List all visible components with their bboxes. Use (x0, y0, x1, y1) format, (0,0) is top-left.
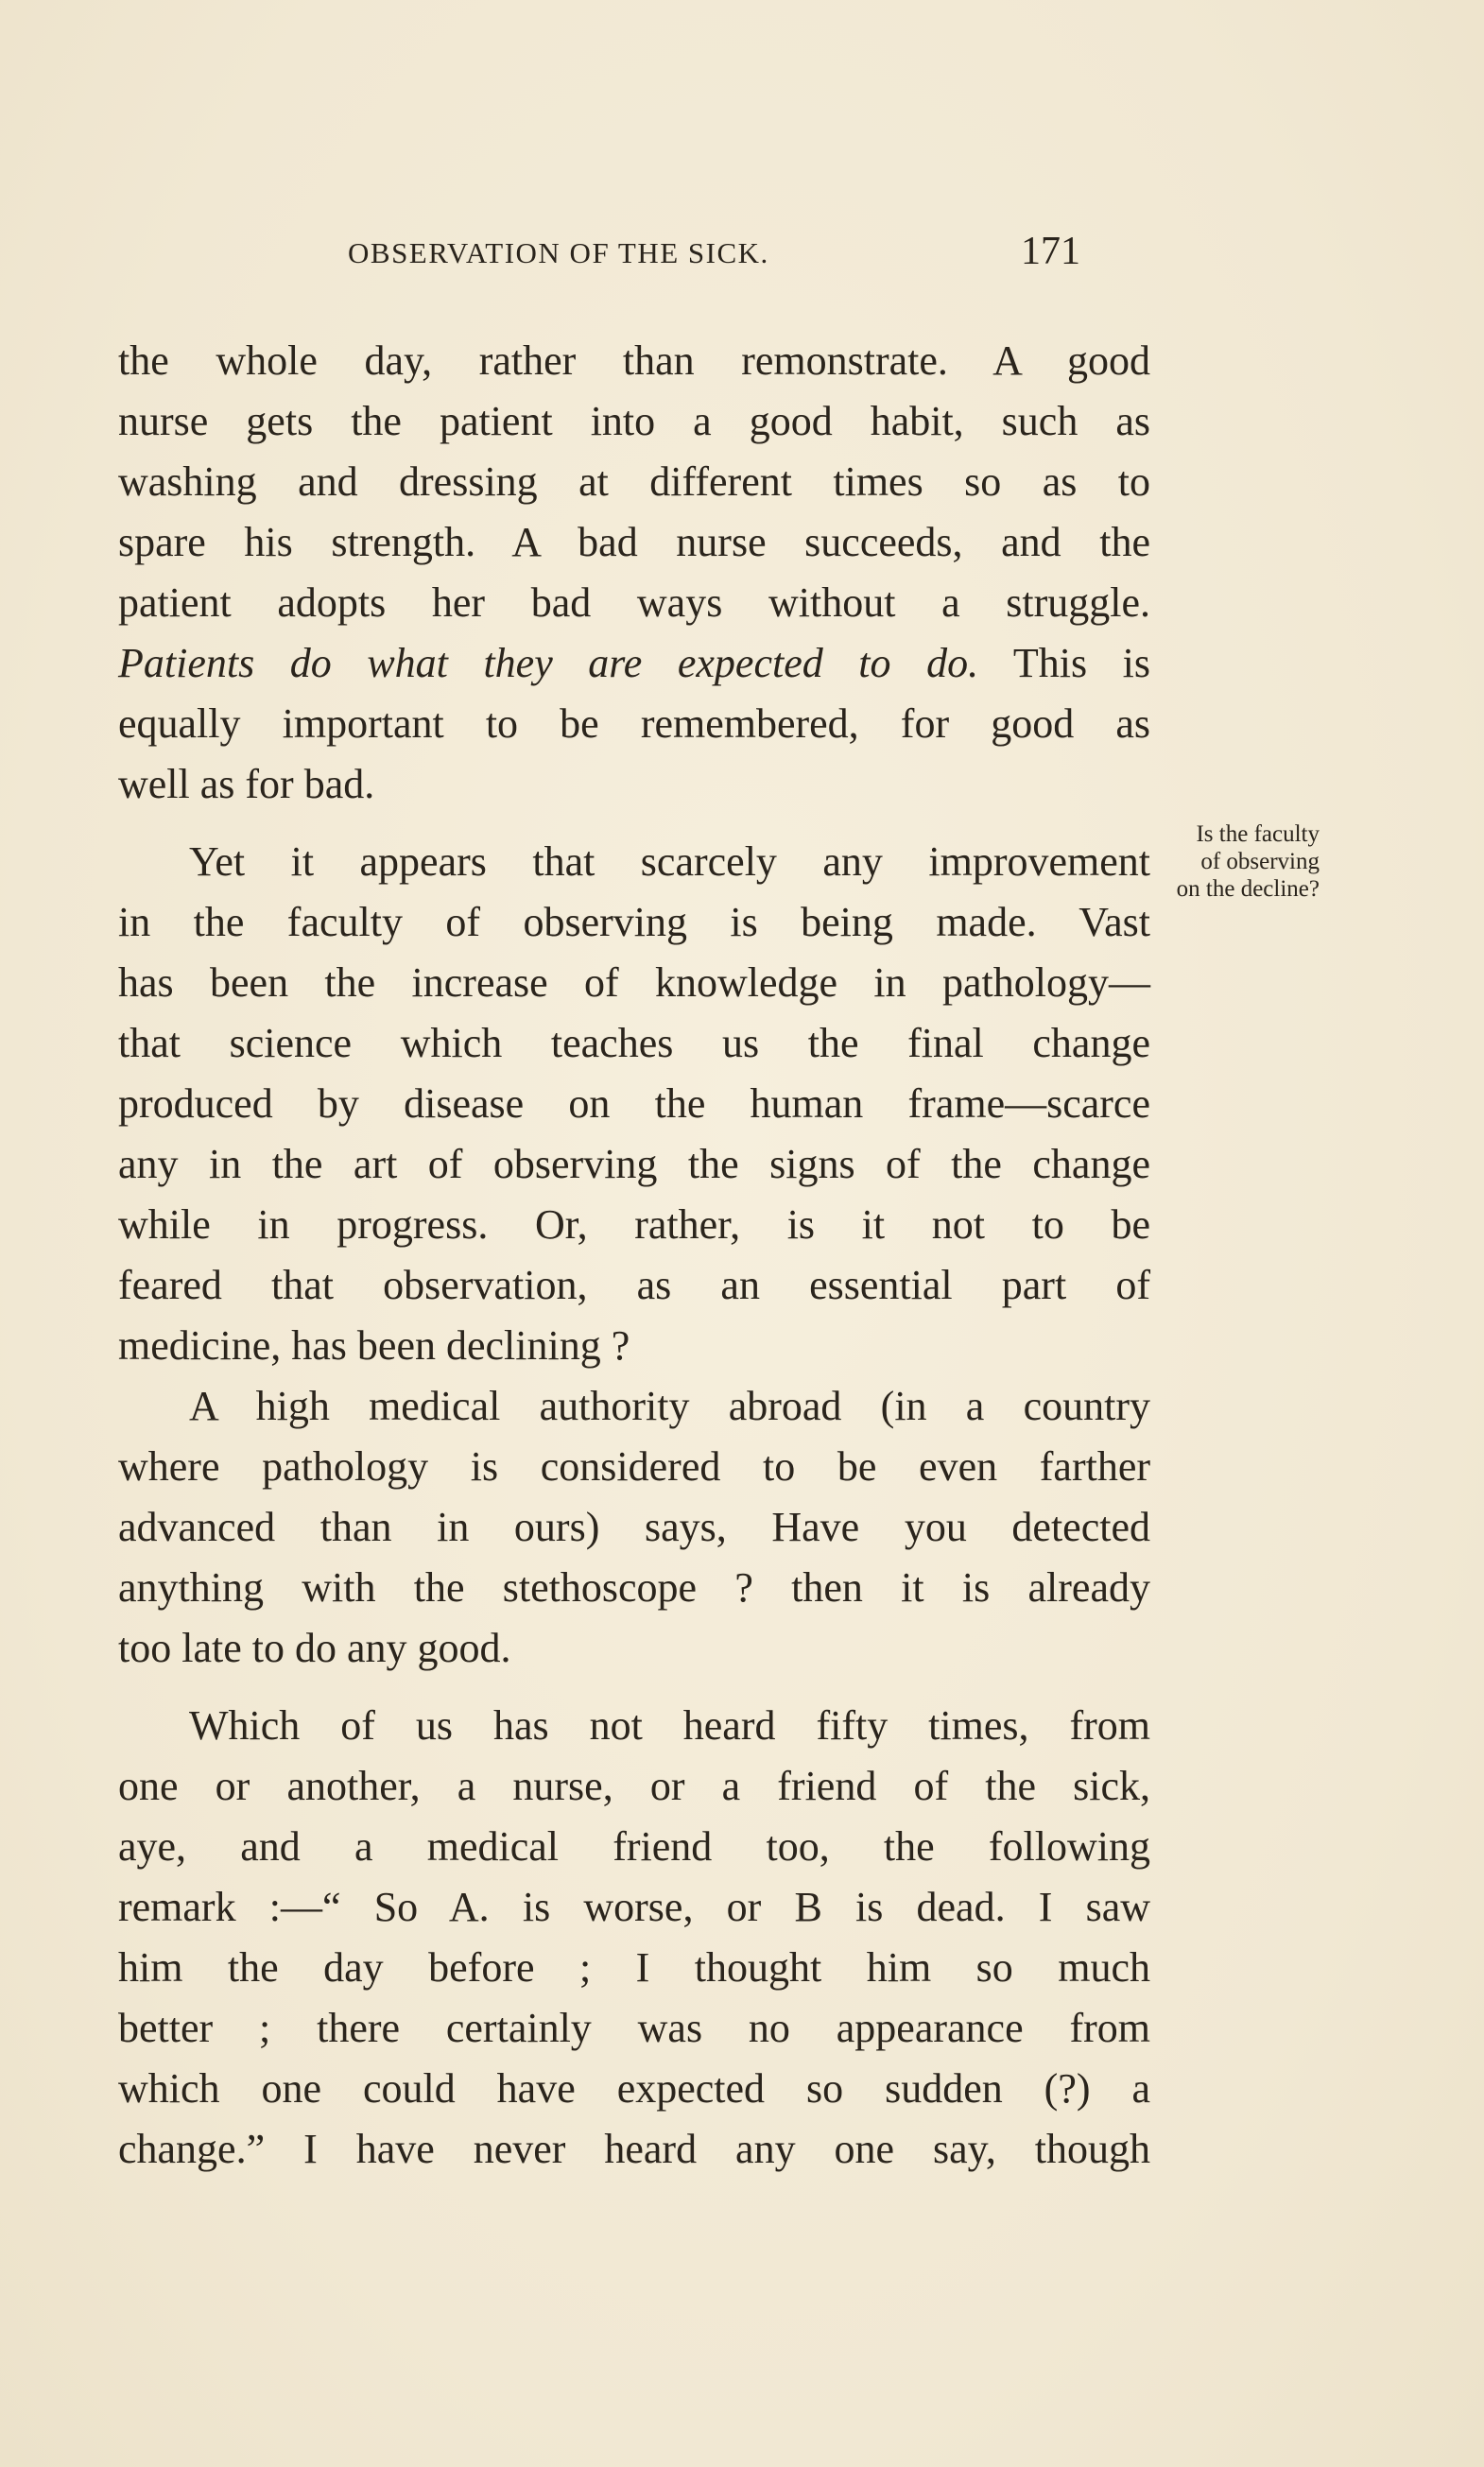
paragraph-2 (118, 832, 1150, 1376)
paragraph-3 (118, 1376, 1150, 1679)
text-line: anything with the stethoscope ? then it is already (118, 1564, 1150, 1611)
text-line: change.” I have never heard any one say, though (118, 2126, 1150, 2172)
marginal-note (1130, 820, 1320, 903)
text-line: in the faculty of observing is being made. Vast (118, 899, 1150, 945)
text-line: where pathology is considered to be even farther (118, 1443, 1150, 1490)
text-line: A high medical authority abroad (in a country (189, 1383, 1150, 1429)
text-line: him the day before ; I thought him so much (118, 1944, 1150, 1991)
text-line: equally important to be remembered, for good as (118, 700, 1150, 747)
text-line: while in progress. Or, rather, is it not to be (118, 1201, 1150, 1248)
text-line: Which of us has not heard fifty times, from (189, 1702, 1150, 1749)
text-line: the whole day, rather than remonstrate. A good (118, 337, 1150, 384)
body-text (118, 331, 1150, 2180)
marginal-note-line: on the decline? (1176, 876, 1320, 902)
marginal-note-line: Is the faculty (1196, 821, 1320, 847)
text-line: remark :—“ So A. is worse, or B is dead. I saw (118, 1884, 1150, 1930)
text-line: nurse gets the patient into a good habit, such as (118, 398, 1150, 444)
text-line: patient adopts her bad ways without a struggle. (118, 579, 1150, 626)
text-line: spare his strength. A bad nurse succeeds, and the (118, 519, 1150, 565)
text-line: produced by disease on the human frame—scarce (118, 1080, 1150, 1127)
text-line: Yet it appears that scarcely any improvement (189, 838, 1150, 885)
page-number: 171 (1021, 230, 1080, 273)
text-line: washing and dressing at different times so as to (118, 458, 1150, 505)
text-line: medicine, has been declining ? (118, 1322, 630, 1369)
text-line: one or another, a nurse, or a friend of the sick, (118, 1763, 1150, 1809)
text-line: advanced than in ours) says, Have you detected (118, 1504, 1150, 1550)
running-head: OBSERVATION OF THE SICK. (348, 236, 769, 269)
paragraph-4 (118, 1696, 1150, 2180)
text-line: aye, and a medical friend too, the following (118, 1823, 1150, 1870)
text-segment: This is (978, 640, 1150, 686)
text-line: too late to do any good. (118, 1625, 511, 1671)
text-line: has been the increase of knowledge in pathology— (118, 959, 1150, 1006)
text-line: that science which teaches us the final change (118, 1020, 1150, 1066)
text-line: feared that observation, as an essential part of (118, 1262, 1150, 1308)
text-line: which one could have expected so sudden (?) a (118, 2065, 1150, 2112)
italic-emphasis: Patients do what they are expected to do. (118, 640, 979, 686)
marginal-note-line: of observing (1200, 849, 1320, 874)
text-line: well as for bad. (118, 761, 375, 807)
text-line: any in the art of observing the signs of the change (118, 1141, 1150, 1187)
paragraph-1 (118, 331, 1150, 815)
text-line: better ; there certainly was no appearance from (118, 2005, 1150, 2051)
text-line-emphasis (118, 633, 1150, 694)
